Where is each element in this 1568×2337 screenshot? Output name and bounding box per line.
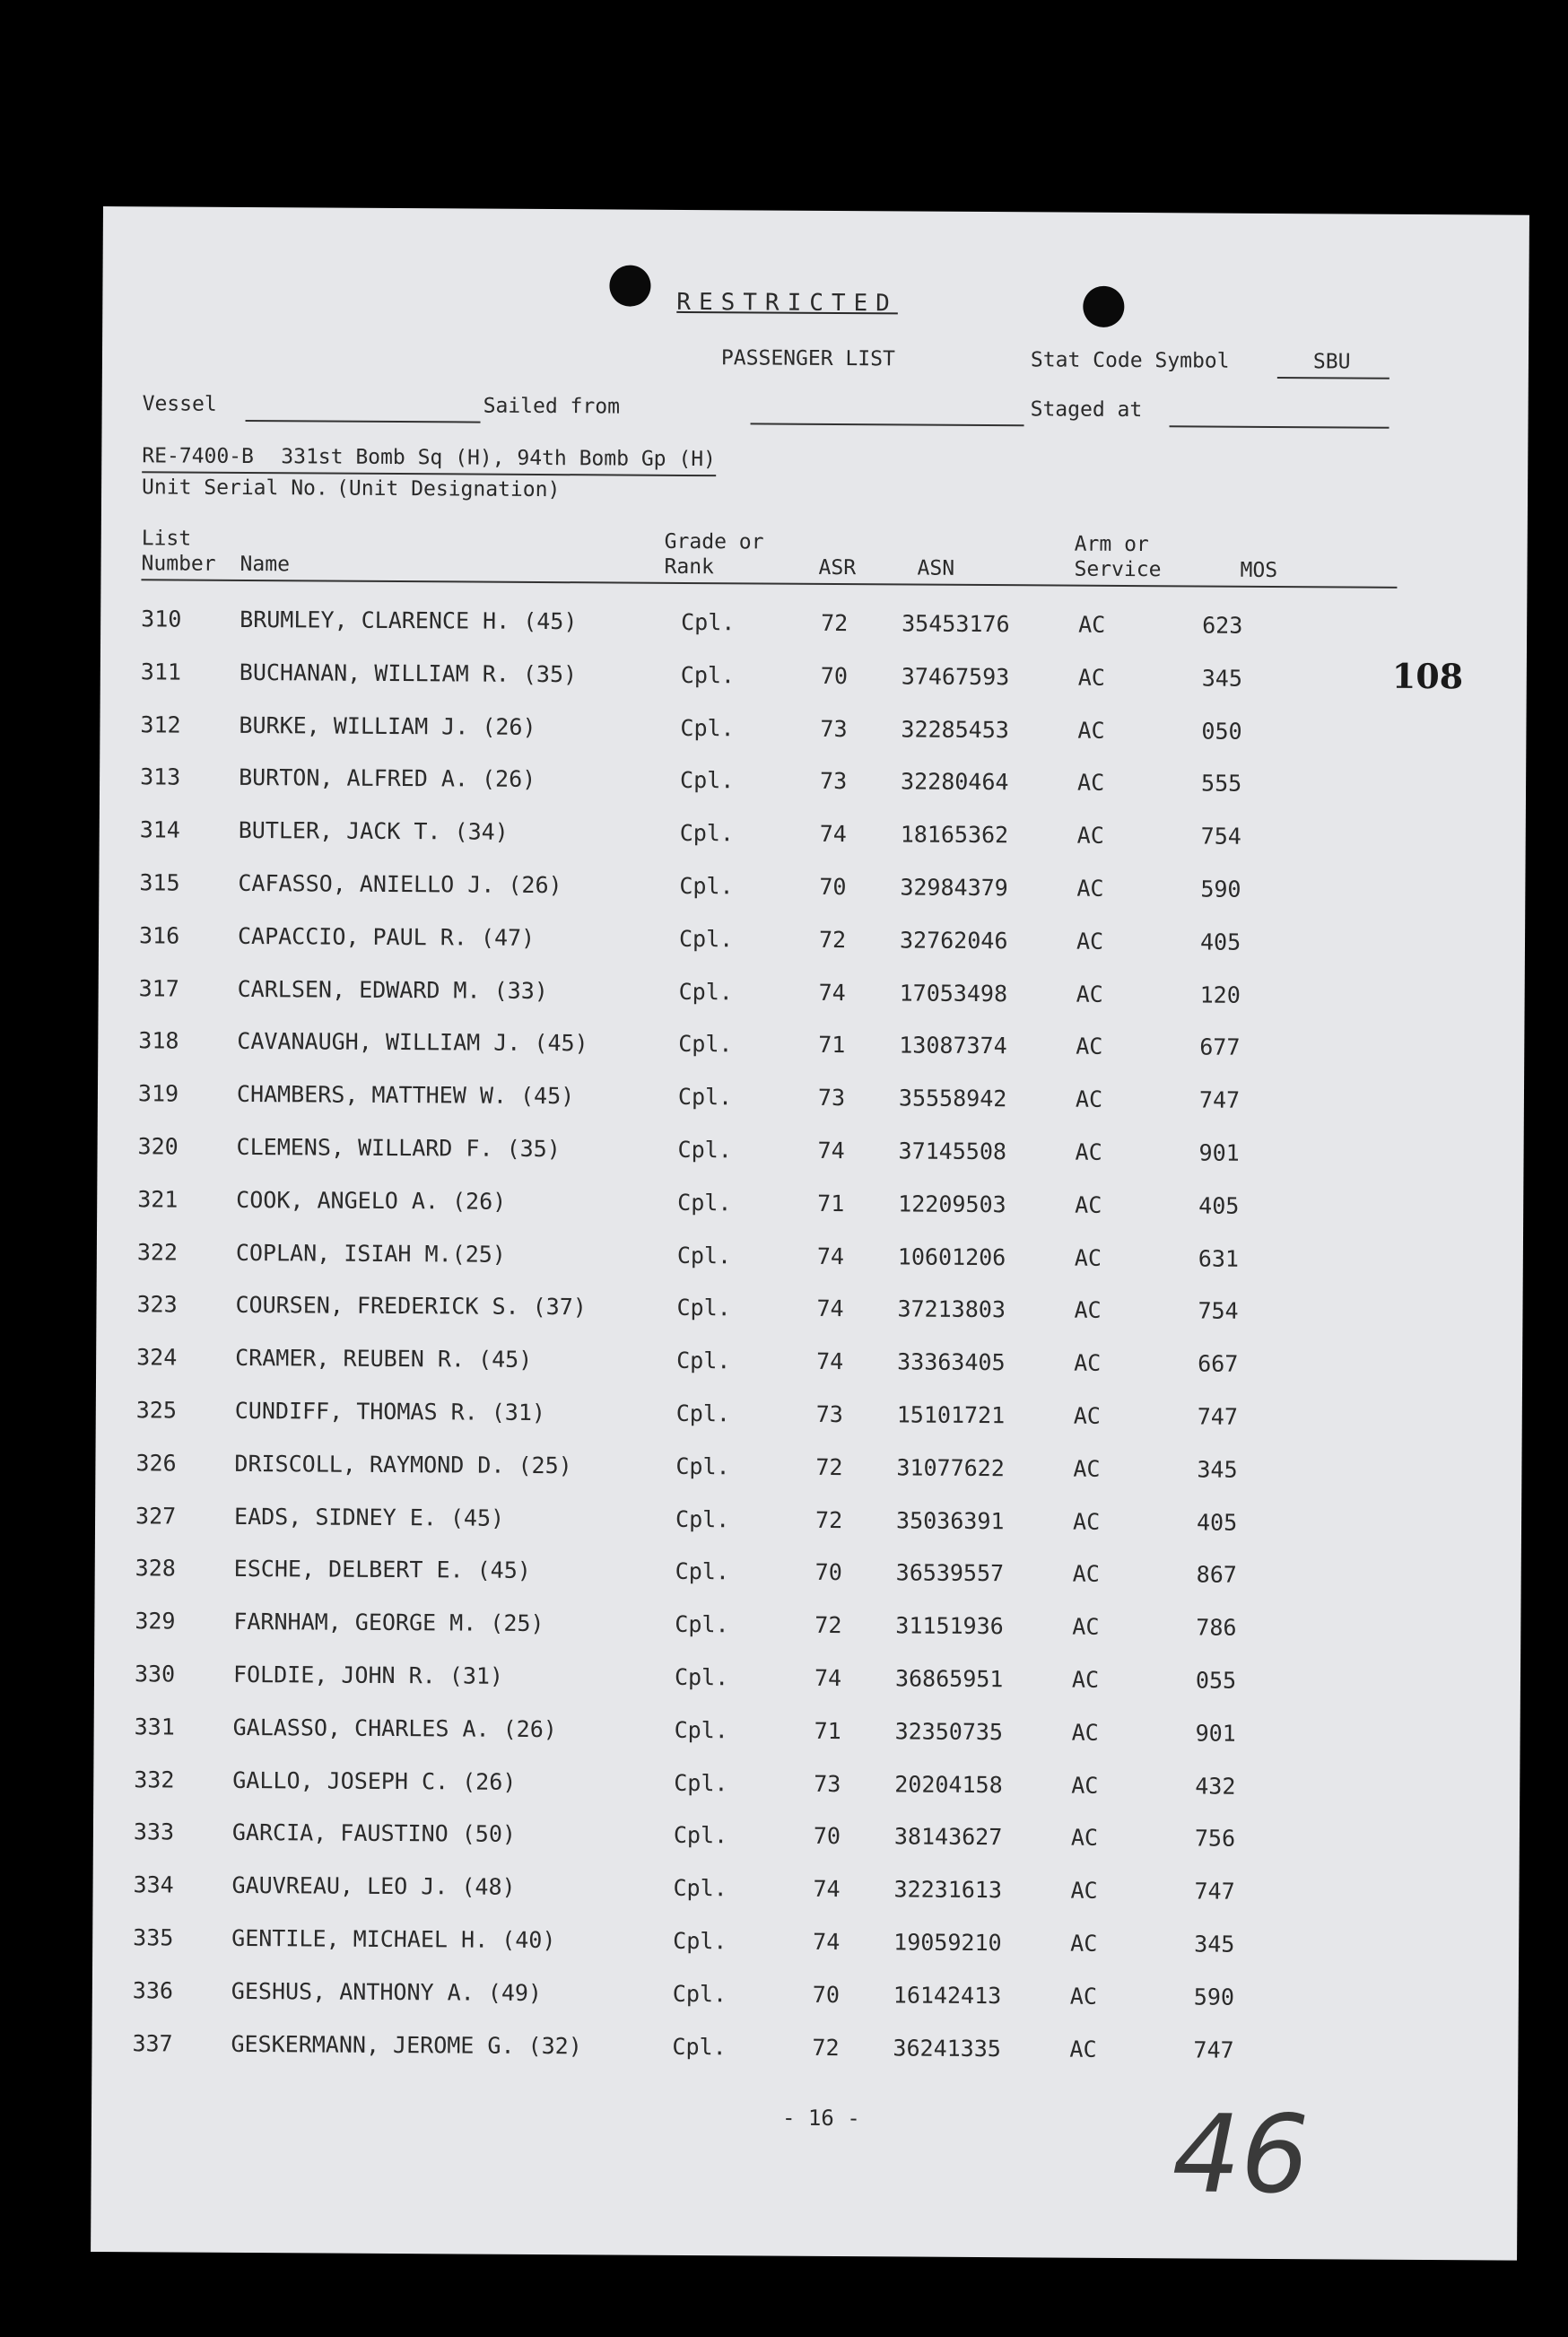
cell-num: 331 — [134, 1714, 175, 1740]
cell-mos: 555 — [1201, 770, 1242, 798]
cell-arm: AC — [1075, 1086, 1103, 1113]
cell-num: 316 — [138, 922, 180, 949]
table-row — [2, 605, 1347, 649]
table-row — [0, 1870, 1340, 1914]
cell-grade: Cpl. — [677, 1136, 732, 1164]
cell-arm: AC — [1073, 1455, 1101, 1482]
cell-mos: 405 — [1199, 929, 1241, 955]
cell-asn: 32762046 — [899, 927, 1008, 954]
table-row — [0, 1079, 1345, 1123]
cell-num: 327 — [135, 1502, 177, 1530]
table-row — [0, 1185, 1344, 1229]
cell-asr: 72 — [812, 2034, 840, 2061]
col-grade-line1: Grade or — [664, 529, 764, 554]
cell-asn: 32231613 — [893, 1876, 1003, 1904]
cell-mos: 120 — [1199, 981, 1241, 1008]
cell-asr: 74 — [813, 1928, 841, 1956]
cell-asr: 74 — [816, 1348, 844, 1375]
cell-asr: 74 — [814, 1664, 842, 1692]
cell-arm: AC — [1071, 1772, 1099, 1799]
table-row — [0, 1343, 1343, 1387]
cell-mos: 754 — [1200, 823, 1241, 850]
cell-arm: AC — [1072, 1613, 1100, 1641]
cell-name: COPLAN, ISIAH M.(25) — [235, 1239, 506, 1268]
cell-asn: 36865951 — [894, 1665, 1004, 1693]
cell-name: DRISCOLL, RAYMOND D. (25) — [234, 1450, 572, 1479]
col-arm-line1: Arm or — [1074, 532, 1149, 557]
cell-asr: 74 — [813, 1876, 841, 1903]
table-row — [1, 763, 1346, 807]
cell-name: BURTON, ALFRED A. (26) — [239, 764, 536, 793]
table-row — [0, 1238, 1344, 1282]
cell-mos: 055 — [1195, 1667, 1237, 1694]
cell-num: 330 — [134, 1661, 176, 1687]
cell-num: 326 — [135, 1450, 177, 1477]
cell-grade: Cpl. — [675, 1505, 730, 1532]
cell-asr: 73 — [817, 1085, 846, 1112]
table-row — [0, 1713, 1341, 1757]
table-row — [0, 1027, 1345, 1071]
cell-mos: 747 — [1193, 2036, 1234, 2063]
cell-asn: 32350735 — [894, 1718, 1004, 1745]
page-number: - 16 - — [781, 2105, 860, 2132]
cell-name: CAPACCIO, PAUL R. (47) — [237, 922, 536, 951]
cell-mos: 747 — [1194, 1878, 1235, 1905]
cell-arm: AC — [1077, 770, 1105, 797]
cell-grade: Cpl. — [673, 1875, 727, 1902]
cell-num: 310 — [141, 606, 182, 632]
unit-serial-value: RE-7400-B — [142, 444, 255, 469]
table-row — [0, 921, 1346, 965]
cell-asn: 10601206 — [897, 1243, 1006, 1270]
punch-hole-left — [609, 265, 650, 306]
cell-arm: AC — [1072, 1561, 1100, 1588]
unit-designation-label: (Unit Designation) — [336, 476, 561, 502]
cell-grade: Cpl. — [672, 1980, 727, 2008]
handwritten-number: 46 — [1172, 2092, 1310, 2219]
table-row — [0, 2029, 1339, 2073]
cell-asr: 70 — [812, 1981, 841, 2008]
cell-asr: 72 — [815, 1453, 843, 1480]
cell-arm: AC — [1077, 664, 1106, 691]
table-row — [2, 658, 1347, 702]
cell-mos: 677 — [1199, 1033, 1241, 1061]
cell-arm: AC — [1070, 1825, 1099, 1852]
cell-asn: 18165362 — [900, 821, 1009, 849]
cell-arm: AC — [1076, 1033, 1103, 1060]
table-row — [1, 816, 1346, 860]
col-arm-line2: Service — [1074, 557, 1162, 582]
cell-grade: Cpl. — [677, 1189, 732, 1216]
table-row — [0, 1132, 1345, 1176]
cell-asr: 70 — [820, 662, 849, 689]
cell-asr: 73 — [820, 715, 848, 742]
table-row — [0, 1396, 1343, 1440]
cell-asr: 72 — [818, 926, 847, 953]
col-grade-line2: Rank — [664, 554, 715, 580]
stat-code-value: SBU — [1312, 350, 1351, 374]
cell-name: COURSEN, FREDERICK S. (37) — [235, 1292, 587, 1321]
cell-name: GESHUS, ANTHONY A. (49) — [231, 1977, 543, 2006]
table-row — [0, 1555, 1342, 1599]
cell-asn: 32280464 — [901, 768, 1009, 796]
col-name: Name — [240, 552, 291, 577]
cell-grade: Cpl. — [676, 1295, 731, 1321]
cell-mos: 901 — [1195, 1720, 1236, 1747]
cell-name: BRUMLEY, CLARENCE H. (45) — [240, 606, 578, 635]
cell-mos: 432 — [1195, 1773, 1236, 1800]
document-page — [91, 206, 1529, 2261]
cell-num: 332 — [134, 1766, 175, 1793]
cell-arm: AC — [1075, 1191, 1102, 1218]
cell-asn: 31151936 — [895, 1612, 1004, 1640]
unit-serial-label: Unit Serial No. — [142, 475, 328, 501]
staged-at-blank — [1170, 425, 1389, 428]
cell-mos: 623 — [1202, 612, 1243, 639]
cell-name: CUNDIFF, THOMAS R. (31) — [234, 1397, 546, 1426]
table-row — [1, 711, 1346, 754]
cell-asn: 12209503 — [898, 1190, 1006, 1217]
cell-grade: Cpl. — [673, 1927, 727, 1955]
cell-asn: 35453176 — [902, 610, 1010, 638]
cell-asr: 73 — [814, 1770, 841, 1797]
cell-mos: 631 — [1198, 1245, 1240, 1272]
cell-arm: AC — [1069, 1983, 1098, 2010]
cell-num: 319 — [137, 1080, 179, 1107]
cell-grade: Cpl. — [673, 1822, 728, 1849]
cell-asn: 32285453 — [901, 716, 1009, 743]
cell-name: CRAMER, REUBEN R. (45) — [235, 1345, 533, 1373]
cell-asr: 74 — [816, 1295, 844, 1322]
cell-arm: AC — [1076, 981, 1103, 1007]
cell-arm: AC — [1074, 1297, 1102, 1324]
cell-num: 329 — [135, 1608, 176, 1635]
cell-grade: Cpl. — [674, 1716, 728, 1744]
cell-mos: 345 — [1197, 1456, 1238, 1483]
cell-arm: AC — [1076, 928, 1104, 955]
cell-asr: 74 — [819, 821, 847, 848]
cell-mos: 754 — [1198, 1297, 1239, 1325]
cell-num: 321 — [137, 1186, 179, 1213]
cell-arm: AC — [1078, 611, 1106, 638]
cell-asr: 71 — [818, 1032, 846, 1059]
table-row — [0, 1766, 1340, 1809]
cell-arm: AC — [1074, 1349, 1102, 1377]
cell-name: FOLDIE, JOHN R. (31) — [232, 1661, 504, 1689]
cell-grade: Cpl. — [676, 1347, 731, 1374]
cell-asn: 19059210 — [893, 1929, 1002, 1957]
table-row — [0, 1660, 1341, 1704]
cell-num: 323 — [136, 1291, 178, 1318]
cell-asn: 16142413 — [893, 1982, 1002, 2009]
col-list-number-line2: Number — [141, 552, 216, 576]
cell-name: BURKE, WILLIAM J. (26) — [239, 711, 536, 740]
cell-mos: 345 — [1194, 1931, 1235, 1958]
table-row — [0, 1818, 1340, 1862]
cell-grade: Cpl. — [678, 925, 734, 953]
cell-grade: Cpl. — [678, 978, 733, 1005]
cell-arm: AC — [1076, 822, 1104, 850]
table-row — [0, 1976, 1339, 2020]
cell-name: GESKERMANN, JEROME G. (32) — [231, 2030, 582, 2059]
table-row — [0, 1502, 1342, 1546]
unit-designation-value: 331st Bomb Sq (H), 94th Bomb Gp (H) — [281, 445, 717, 472]
table-row — [0, 1607, 1341, 1651]
vessel-blank — [246, 420, 481, 423]
cell-asr: 70 — [819, 873, 847, 901]
cell-name: CLEMENS, WILLARD F. (35) — [236, 1133, 561, 1163]
cell-asr: 70 — [814, 1559, 842, 1586]
cell-asn: 37213803 — [897, 1295, 1006, 1323]
table-row — [0, 1449, 1343, 1493]
cell-num: 325 — [135, 1397, 178, 1424]
cell-num: 322 — [136, 1238, 179, 1266]
cell-asr: 71 — [817, 1190, 845, 1216]
cell-name: GENTILE, MICHAEL H. (40) — [231, 1924, 556, 1954]
cell-arm: AC — [1074, 1244, 1102, 1271]
cell-num: 312 — [140, 711, 181, 738]
cell-grade: Cpl. — [681, 608, 736, 636]
classification-label: RESTRICTED — [676, 288, 898, 318]
sailed-from-blank — [751, 423, 1024, 426]
cell-grade: Cpl. — [678, 1031, 733, 1058]
cell-arm: AC — [1073, 1402, 1101, 1429]
stamp-number: 108 — [1391, 655, 1464, 697]
cell-mos: 345 — [1201, 665, 1243, 692]
cell-asr: 72 — [814, 1612, 842, 1639]
cell-grade: Cpl. — [674, 1663, 729, 1691]
cell-asr: 72 — [821, 609, 849, 637]
cell-mos: 590 — [1200, 876, 1241, 903]
cell-name: CHAMBERS, MATTHEW W. (45) — [236, 1081, 575, 1110]
cell-mos: 050 — [1201, 718, 1242, 745]
cell-asn: 37467593 — [901, 663, 1010, 690]
cell-asr: 72 — [814, 1506, 843, 1533]
col-list-number-line1: List — [141, 527, 192, 551]
cell-asn: 37145508 — [898, 1138, 1007, 1165]
staged-at-label: Staged at — [1030, 397, 1143, 423]
cell-mos: 786 — [1196, 1614, 1237, 1641]
cell-num: 333 — [133, 1818, 175, 1845]
cell-arm: AC — [1076, 875, 1104, 902]
cell-mos: 747 — [1198, 1086, 1241, 1113]
cell-mos: 590 — [1193, 1984, 1235, 2010]
cell-asn: 20204158 — [894, 1771, 1003, 1798]
cell-num: 313 — [140, 763, 181, 790]
cell-name: CARLSEN, EDWARD M. (33) — [237, 975, 548, 1004]
cell-name: COOK, ANGELO A. (26) — [236, 1186, 507, 1215]
cell-asn: 31077622 — [896, 1454, 1005, 1481]
cell-asn: 38143627 — [893, 1823, 1003, 1851]
cell-name: ESCHE, DELBERT E. (45) — [233, 1556, 531, 1584]
cell-mos: 405 — [1196, 1509, 1238, 1536]
cell-grade: Cpl. — [680, 767, 735, 794]
cell-name: GALLO, JOSEPH C. (26) — [232, 1766, 517, 1795]
cell-asn: 17053498 — [899, 980, 1008, 1007]
cell-mos: 756 — [1194, 1825, 1236, 1853]
cell-asn: 13087374 — [899, 1032, 1007, 1059]
cell-num: 314 — [139, 816, 180, 843]
cell-asn: 33363405 — [897, 1348, 1006, 1376]
cell-asr: 71 — [814, 1717, 841, 1744]
cell-grade: Cpl. — [675, 1400, 731, 1427]
cell-grade: Cpl. — [675, 1611, 729, 1638]
cell-arm: AC — [1071, 1719, 1099, 1746]
table-row — [0, 1923, 1339, 1967]
cell-grade: Cpl. — [680, 661, 736, 689]
cell-arm: AC — [1072, 1508, 1101, 1535]
cell-num: 334 — [133, 1871, 174, 1898]
cell-num: 315 — [139, 869, 180, 896]
cell-name: CAFASSO, ANIELLO J. (26) — [238, 869, 562, 899]
cell-arm: AC — [1070, 1877, 1098, 1904]
cell-grade: Cpl. — [675, 1558, 730, 1585]
cell-grade: Cpl. — [680, 714, 735, 741]
cell-arm: AC — [1075, 1138, 1102, 1165]
cell-num: 336 — [132, 1977, 174, 2004]
cell-asn: 35558942 — [898, 1085, 1007, 1112]
cell-num: 337 — [132, 2029, 173, 2057]
cell-name: BUCHANAN, WILLIAM R. (35) — [239, 658, 578, 688]
cell-arm: AC — [1071, 1666, 1100, 1693]
cell-grade: Cpl. — [677, 1084, 733, 1111]
cell-mos: 901 — [1198, 1139, 1240, 1166]
cell-name: BUTLER, JACK T. (34) — [238, 817, 509, 845]
cell-num: 324 — [136, 1344, 178, 1371]
cell-asr: 74 — [818, 979, 846, 1006]
cell-mos: 867 — [1196, 1561, 1237, 1589]
table-row — [0, 974, 1346, 1018]
cell-num: 335 — [133, 1924, 174, 1951]
cell-asr: 73 — [820, 768, 848, 795]
cell-asr: 73 — [815, 1400, 843, 1428]
cell-name: FARNHAM, GEORGE M. (25) — [233, 1609, 544, 1637]
cell-asr: 74 — [816, 1243, 845, 1269]
stat-code-blank — [1277, 377, 1389, 379]
cell-num: 318 — [138, 1027, 179, 1054]
cell-num: 317 — [138, 974, 179, 1002]
col-asr: ASR — [818, 555, 857, 580]
vessel-label: Vessel — [142, 392, 217, 416]
cell-asr: 74 — [817, 1137, 845, 1164]
cell-name: GARCIA, FAUSTINO (50) — [231, 1819, 517, 1848]
header-underline — [141, 579, 1397, 589]
cell-mos: 667 — [1198, 1350, 1239, 1377]
cell-mos: 747 — [1197, 1403, 1239, 1430]
sailed-from-label: Sailed from — [483, 394, 621, 419]
cell-asn: 32984379 — [900, 874, 1008, 902]
cell-name: GAUVREAU, LEO J. (48) — [231, 1872, 516, 1901]
table-row — [0, 1291, 1344, 1335]
cell-arm: AC — [1070, 1930, 1098, 1957]
cell-grade: Cpl. — [675, 1452, 730, 1480]
cell-num: 311 — [140, 658, 182, 685]
table-row — [0, 868, 1346, 912]
cell-asn: 35036391 — [895, 1507, 1005, 1534]
cell-grade: Cpl. — [674, 1769, 728, 1796]
stat-code-label: Stat Code Symbol — [1030, 348, 1230, 373]
cell-name: CAVANAUGH, WILLIAM J. (45) — [237, 1028, 588, 1057]
cell-grade: Cpl. — [679, 820, 735, 847]
cell-mos: 405 — [1198, 1192, 1240, 1219]
cell-arm: AC — [1077, 717, 1105, 744]
cell-name: EADS, SIDNEY E. (45) — [233, 1503, 505, 1531]
punch-hole-right — [1083, 286, 1124, 327]
cell-num: 328 — [135, 1555, 176, 1582]
cell-num: 320 — [137, 1133, 179, 1160]
cell-arm: AC — [1069, 2036, 1097, 2062]
cell-grade: Cpl. — [672, 2033, 727, 2060]
cell-asn: 15101721 — [896, 1401, 1006, 1429]
col-mos: MOS — [1240, 558, 1278, 583]
cell-asn: 36539557 — [895, 1559, 1005, 1587]
cell-grade: Cpl. — [676, 1242, 732, 1269]
cell-asn: 36241335 — [893, 2035, 1001, 2062]
cell-grade: Cpl. — [679, 872, 734, 900]
col-asn: ASN — [917, 556, 955, 580]
page-title: PASSENGER LIST — [720, 346, 895, 371]
cell-asr: 70 — [813, 1823, 841, 1850]
cell-name: GALASSO, CHARLES A. (26) — [232, 1714, 557, 1742]
